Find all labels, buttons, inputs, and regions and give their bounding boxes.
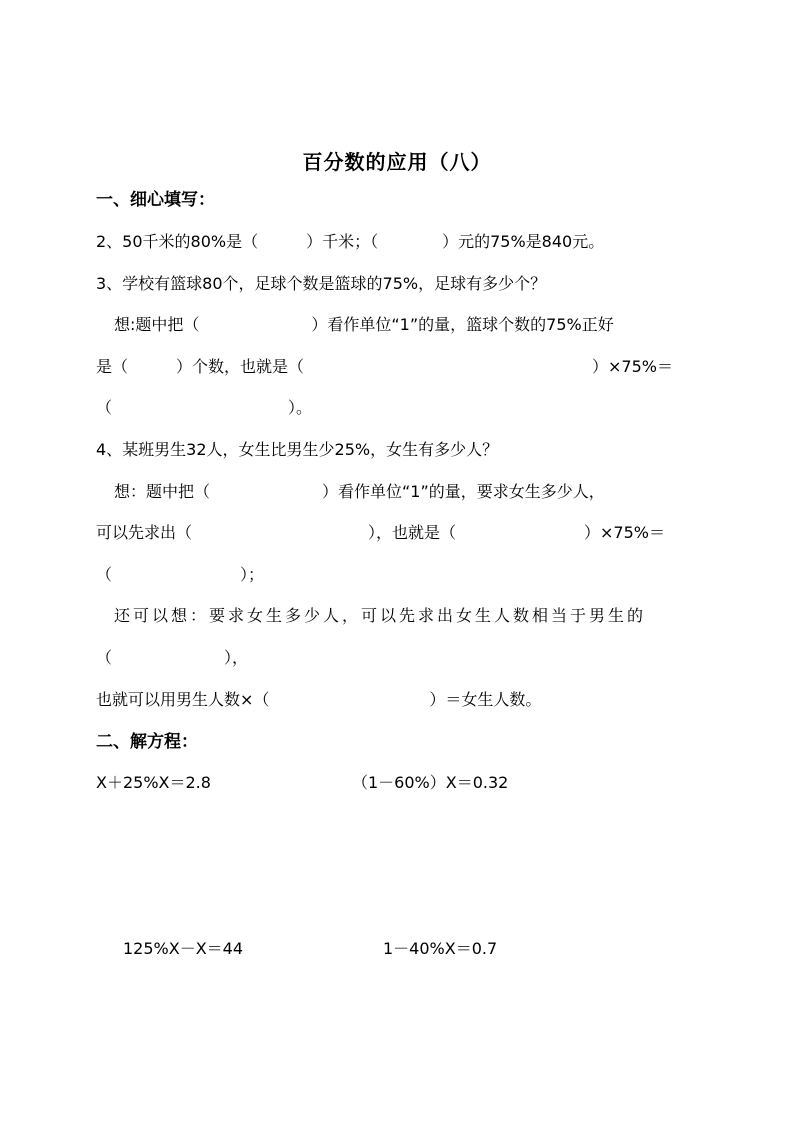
question-4-hint-line2: 可以先求出（ ），也就是（ ）×75%＝: [96, 523, 665, 542]
question-3: 3、学校有篮球80个，足球个数是篮球的75%，足球有多少个？: [96, 274, 547, 293]
question-4: 4、某班男生32人，女生比男生少25%，女生有多少人？: [96, 440, 499, 459]
section1-heading: 一、细心填写：: [96, 190, 215, 210]
question-4-hint-line4: 还可以想：要求女生多少人，可以先求出女生人数相当于男生的: [114, 606, 647, 625]
question-3-hint-line2: 是（ ）个数，也就是（ ）×75%＝: [96, 357, 673, 376]
page-title: 百分数的应用（八）: [302, 150, 492, 174]
equation-3: 125%X－X＝44: [123, 939, 244, 958]
section2-heading: 二、解方程：: [96, 732, 198, 752]
question-4-hint-line3: （ ）；: [96, 565, 265, 584]
question-4-hint-line6: 也就可以用男生人数×（ ）＝女生人数。: [96, 690, 542, 709]
question-4-hint-line5: （ ），: [96, 648, 249, 667]
question-3-hint-line1: 想:题中把（ ）看作单位“1”的量，篮球个数的75%正好: [114, 315, 614, 334]
question-4-hint-line1: 想：题中把（ ）看作单位“1”的量，要求女生多少人，: [114, 482, 605, 501]
equation-4: 1－40%X＝0.7: [383, 939, 498, 958]
equation-2: （1－60%）X＝0.32: [352, 773, 509, 792]
equation-1: X＋25%X＝2.8: [96, 773, 211, 792]
question-3-hint-line3: （ ）。: [96, 398, 313, 417]
question-2: 2、50千米的80%是（ ）千米；（ ）元的75%是840元。: [96, 232, 605, 251]
